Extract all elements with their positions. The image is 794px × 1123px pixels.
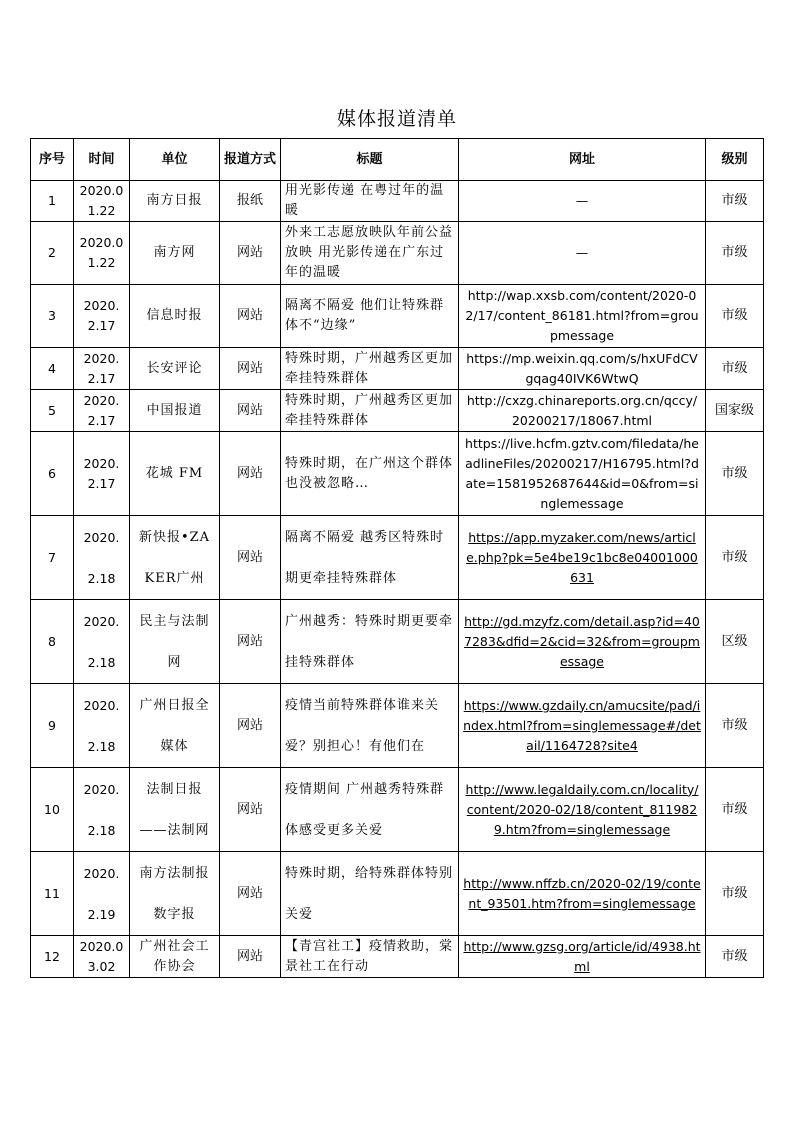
url-link[interactable]: http://gd.mzyfz.com/detail.asp?id=407283&dfid=2&cid=32&from=groupmessage	[464, 613, 700, 669]
row-url	[459, 432, 706, 516]
row-title: 用光影传递 在粤过年的温暖	[281, 181, 459, 222]
row-level: 市级	[706, 222, 764, 285]
url-link[interactable]: http://www.legaldaily.com.cn/locality/content/2020-02/18/content_8119829.htm?from=singlemessage	[465, 781, 699, 837]
table-row	[31, 390, 764, 432]
row-number: 6	[31, 432, 74, 516]
table-row	[31, 222, 764, 285]
row-mode: 网站	[220, 348, 281, 390]
row-time: 2020.2.17	[74, 390, 130, 432]
row-url	[459, 348, 706, 390]
url-text: —	[575, 193, 589, 208]
row-title: 疫情当前特殊群体谁来关爱？别担心！有他们在	[281, 684, 459, 768]
row-mode: 网站	[220, 285, 281, 348]
row-unit: 广州日报全媒体	[130, 684, 220, 768]
row-unit: 花城 FM	[130, 432, 220, 516]
row-url	[459, 181, 706, 222]
media-report-table	[30, 138, 764, 978]
url-text: —	[575, 245, 589, 260]
row-mode: 网站	[220, 600, 281, 684]
row-title: 【青宫社工】疫情救助，棠景社工在行动	[281, 936, 459, 978]
header-title: 标题	[281, 139, 459, 181]
row-level: 市级	[706, 768, 764, 852]
row-unit: 信息时报	[130, 285, 220, 348]
table-row	[31, 936, 764, 978]
row-mode: 网站	[220, 768, 281, 852]
row-unit: 法制日报——法制网	[130, 768, 220, 852]
row-url[interactable]	[459, 600, 706, 684]
row-title: 特殊时期，广州越秀区更加牵挂特殊群体	[281, 348, 459, 390]
row-level: 市级	[706, 852, 764, 936]
row-unit: 南方日报	[130, 181, 220, 222]
row-time: 2020.2.17	[74, 432, 130, 516]
row-number: 12	[31, 936, 74, 978]
row-url	[459, 222, 706, 285]
row-time: 2020.2.17	[74, 348, 130, 390]
row-time: 2020.2.18	[74, 684, 130, 768]
row-level: 市级	[706, 516, 764, 600]
table-row	[31, 852, 764, 936]
header-url: 网址	[459, 139, 706, 181]
row-time: 2020.01.22	[74, 222, 130, 285]
row-title: 外来工志愿放映队年前公益放映 用光影传递在广东过年的温暖	[281, 222, 459, 285]
row-time: 2020.2.18	[74, 768, 130, 852]
row-level: 国家级	[706, 390, 764, 432]
table-row	[31, 768, 764, 852]
header-time: 时间	[74, 139, 130, 181]
row-title: 隔离不隔爱 越秀区特殊时期更牵挂特殊群体	[281, 516, 459, 600]
url-link[interactable]: http://www.gzsg.org/article/id/4938.html	[463, 938, 701, 974]
row-mode: 网站	[220, 684, 281, 768]
row-level: 市级	[706, 285, 764, 348]
row-level: 市级	[706, 348, 764, 390]
header-report-mode: 报道方式	[220, 139, 281, 181]
row-unit: 新快报•ZAKER广州	[130, 516, 220, 600]
table-row	[31, 432, 764, 516]
row-number: 5	[31, 390, 74, 432]
row-number: 8	[31, 600, 74, 684]
row-url[interactable]	[459, 852, 706, 936]
table-row	[31, 181, 764, 222]
row-title: 疫情期间 广州越秀特殊群体感受更多关爱	[281, 768, 459, 852]
row-level: 市级	[706, 936, 764, 978]
row-unit: 民主与法制网	[130, 600, 220, 684]
row-time: 2020.01.22	[74, 181, 130, 222]
row-time: 2020.2.19	[74, 852, 130, 936]
row-unit: 南方网	[130, 222, 220, 285]
table-row	[31, 285, 764, 348]
row-number: 9	[31, 684, 74, 768]
row-unit: 中国报道	[130, 390, 220, 432]
row-url[interactable]	[459, 516, 706, 600]
row-unit: 南方法制报数字报	[130, 852, 220, 936]
row-number: 4	[31, 348, 74, 390]
url-text: https://live.hcfm.gztv.com/filedata/headlineFiles/20200217/H16795.html?date=1581952687644&id=0&from=singlemessage	[465, 435, 699, 511]
url-link[interactable]: https://www.gzdaily.cn/amucsite/pad/index.html?from=singlemessage#/detail/1164728?site4	[463, 697, 701, 753]
row-title: 特殊时期，在广州这个群体也没被忽略…	[281, 432, 459, 516]
row-url	[459, 390, 706, 432]
row-unit: 长安评论	[130, 348, 220, 390]
row-time: 2020.2.18	[74, 600, 130, 684]
row-url[interactable]	[459, 684, 706, 768]
table-row	[31, 600, 764, 684]
url-text: http://wap.xxsb.com/content/2020-02/17/content_86181.html?from=groupmessage	[465, 288, 699, 343]
row-title: 特殊时期，广州越秀区更加牵挂特殊群体	[281, 390, 459, 432]
row-title: 广州越秀：特殊时期更要牵挂特殊群体	[281, 600, 459, 684]
page-title: 媒体报道清单	[336, 108, 457, 130]
table-row	[31, 684, 764, 768]
row-mode: 网站	[220, 432, 281, 516]
url-link[interactable]: https://app.myzaker.com/news/article.php?pk=5e4be19c1bc8e04001000631	[466, 529, 698, 585]
row-unit: 广州社会工作协会	[130, 936, 220, 978]
row-level: 区级	[706, 600, 764, 684]
header-unit: 单位	[130, 139, 220, 181]
row-level: 市级	[706, 181, 764, 222]
row-level: 市级	[706, 684, 764, 768]
row-url	[459, 285, 706, 348]
url-text: https://mp.weixin.qq.com/s/hxUFdCVgqag40IVK6WtwQ	[466, 350, 698, 386]
row-number: 7	[31, 516, 74, 600]
url-text: http://cxzg.chinareports.org.cn/qccy/20200217/18067.html	[466, 392, 698, 428]
row-url[interactable]	[459, 936, 706, 978]
row-mode: 网站	[220, 516, 281, 600]
row-time: 2020.2.17	[74, 285, 130, 348]
url-link[interactable]: http://www.nffzb.cn/2020-02/19/content_93501.htm?from=singlemessage	[463, 875, 701, 911]
row-time: 2020.2.18	[74, 516, 130, 600]
row-mode: 网站	[220, 852, 281, 936]
row-mode: 网站	[220, 222, 281, 285]
table-header-row	[31, 139, 764, 181]
row-mode: 网站	[220, 936, 281, 978]
table-row	[31, 516, 764, 600]
row-number: 10	[31, 768, 74, 852]
row-number: 3	[31, 285, 74, 348]
row-title: 隔离不隔爱 他们让特殊群体不“边缘”	[281, 285, 459, 348]
row-mode: 报纸	[220, 181, 281, 222]
row-title: 特殊时期，给特殊群体特别关爱	[281, 852, 459, 936]
row-mode: 网站	[220, 390, 281, 432]
table-row	[31, 348, 764, 390]
row-number: 2	[31, 222, 74, 285]
header-level: 级别	[706, 139, 764, 181]
row-level: 市级	[706, 432, 764, 516]
row-number: 11	[31, 852, 74, 936]
header-number: 序号	[31, 139, 74, 181]
row-time: 2020.03.02	[74, 936, 130, 978]
row-url[interactable]	[459, 768, 706, 852]
row-number: 1	[31, 181, 74, 222]
